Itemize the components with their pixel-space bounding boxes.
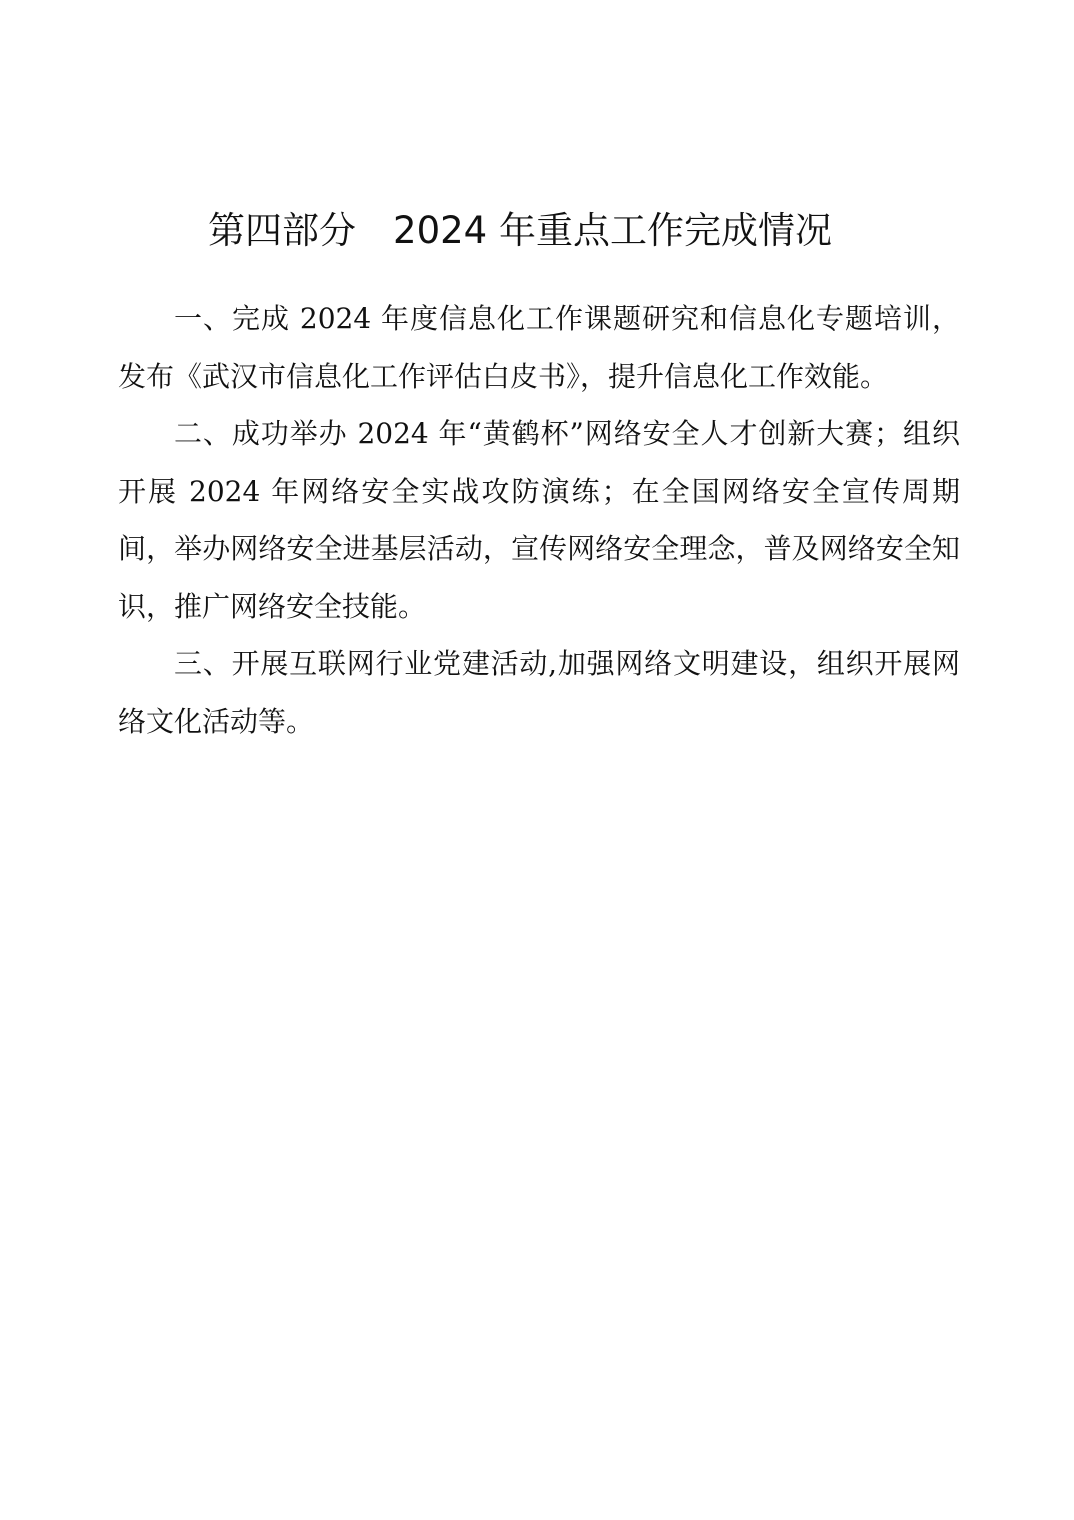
- body-text: [118, 290, 960, 750]
- paragraph-2: 二、成功举办 2024 年“黄鹤杯”网络安全人才创新大赛；组织开展 2024 年网络安全实战攻防演练；在全国网络安全宣传周期间，举办网络安全进基层活动，宣传网络安全理念，普及网络安全知识，推广网络安全技能。: [118, 417, 960, 623]
- paragraph-1: 一、完成 2024 年度信息化工作课题研究和信息化专题培训，发布《武汉市信息化工作评估白皮书》，提升信息化工作效能。: [118, 302, 960, 393]
- paragraph-3: 三、开展互联网行业党建活动,加强网络文明建设，组织开展网络文化活动等。: [118, 647, 960, 738]
- section-title: 第四部分 2024 年重点工作完成情况: [208, 209, 832, 252]
